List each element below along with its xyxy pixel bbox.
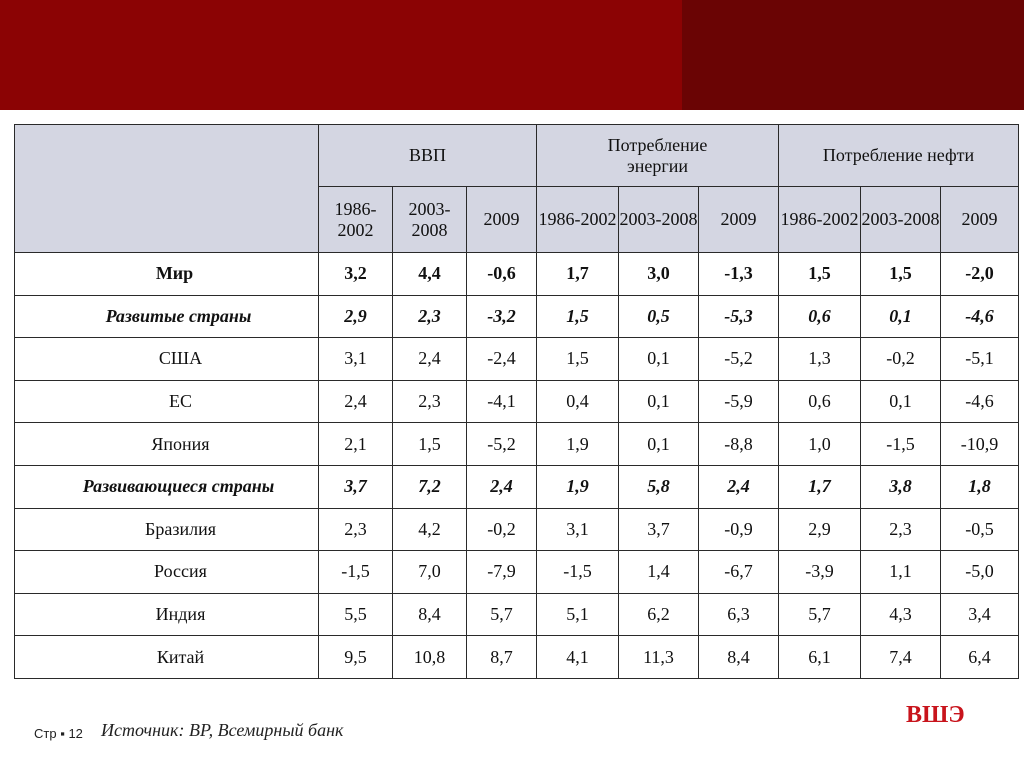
row-label: ЕС [15,380,319,423]
table-cell: 3,4 [941,593,1019,636]
table-cell: 3,7 [619,508,699,551]
table-cell: 1,7 [537,253,619,296]
table-cell: 7,0 [393,551,467,594]
page-prefix: Стр [34,726,57,741]
period-header: 2009 [699,187,779,253]
table-cell: 1,9 [537,465,619,508]
row-label: Китай [15,636,319,679]
table-body [15,253,1019,679]
table-cell: 0,1 [861,380,941,423]
table-cell: 3,2 [319,253,393,296]
table-cell: 10,8 [393,636,467,679]
table-cell: 5,1 [537,593,619,636]
table-cell: 2,4 [319,380,393,423]
table-cell: 1,8 [941,465,1019,508]
table-cell: 0,4 [537,380,619,423]
table-cell: 8,7 [467,636,537,679]
table-cell: 2,1 [319,423,393,466]
table-cell: 2,4 [393,338,467,381]
table-cell: 1,5 [537,295,619,338]
period-header: 1986-2002 [537,187,619,253]
table-cell: -3,9 [779,551,861,594]
table-cell: 3,7 [319,465,393,508]
table-cell: 1,5 [779,253,861,296]
table-cell: 11,3 [619,636,699,679]
table-cell: 1,9 [537,423,619,466]
table-cell: -1,5 [319,551,393,594]
table-cell: 6,3 [699,593,779,636]
table-header-row [15,125,1019,187]
table-cell: -5,2 [467,423,537,466]
table-cell: -5,1 [941,338,1019,381]
table-cell: -0,6 [467,253,537,296]
table-cell: 0,1 [619,423,699,466]
table-cell: 3,0 [619,253,699,296]
table-cell: -5,9 [699,380,779,423]
table-cell: -4,6 [941,295,1019,338]
table-cell: 1,5 [393,423,467,466]
table-row [15,423,1019,466]
header-gdp: ВВП [319,125,537,187]
table-cell: 4,4 [393,253,467,296]
table-cell: -1,5 [537,551,619,594]
table-cell: 4,2 [393,508,467,551]
table-cell: 3,1 [537,508,619,551]
table-cell: 2,9 [319,295,393,338]
table-cell: -3,2 [467,295,537,338]
table-cell: -2,0 [941,253,1019,296]
period-header: 1986-2002 [779,187,861,253]
table-cell: -5,0 [941,551,1019,594]
table-row [15,295,1019,338]
table-cell: -6,7 [699,551,779,594]
table-cell: -0,5 [941,508,1019,551]
page-number-value: 12 [68,726,83,741]
period-header: 2009 [467,187,537,253]
growth-table [14,124,1019,679]
header-empty-cell [15,125,319,253]
row-label: Развивающиеся страны [15,465,319,508]
table-cell: 1,3 [779,338,861,381]
table-cell: -10,9 [941,423,1019,466]
table-row [15,636,1019,679]
table-cell: -2,4 [467,338,537,381]
header-oil: Потребление нефти [779,125,1019,187]
table-cell: 1,1 [861,551,941,594]
table-cell: -5,3 [699,295,779,338]
table-cell: -5,2 [699,338,779,381]
period-header: 2009 [941,187,1019,253]
page-number [34,726,83,741]
row-label: Развитые страны [15,295,319,338]
table-cell: 6,2 [619,593,699,636]
table-cell: 6,1 [779,636,861,679]
row-label: США [15,338,319,381]
table-cell: 2,3 [861,508,941,551]
table-cell: 2,4 [467,465,537,508]
table-cell: 9,5 [319,636,393,679]
table-cell: 1,4 [619,551,699,594]
table-cell: -8,8 [699,423,779,466]
table-cell: 4,1 [537,636,619,679]
table-cell: 8,4 [393,593,467,636]
table-cell: -7,9 [467,551,537,594]
table-row [15,551,1019,594]
table-row [15,465,1019,508]
table-cell: 7,2 [393,465,467,508]
period-header: 2003-2008 [619,187,699,253]
table-cell: 4,3 [861,593,941,636]
table-cell: -4,6 [941,380,1019,423]
table-cell: -0,2 [467,508,537,551]
table-cell: 0,1 [619,380,699,423]
row-label: Япония [15,423,319,466]
hse-logo: ВШЭ [906,702,965,728]
table-row [15,338,1019,381]
period-header: 2003-2008 [861,187,941,253]
row-label: Бразилия [15,508,319,551]
table-row [15,253,1019,296]
table-cell: 5,8 [619,465,699,508]
table-cell: -1,5 [861,423,941,466]
table-cell: 2,9 [779,508,861,551]
table-cell: 5,7 [467,593,537,636]
top-banner-accent [682,0,1024,110]
table-cell: -0,9 [699,508,779,551]
table-cell: 0,5 [619,295,699,338]
table-cell: 7,4 [861,636,941,679]
source-note: Источник: BP, Всемирный банк [101,720,344,740]
period-header: 2003-2008 [393,187,467,253]
table-cell: 5,7 [779,593,861,636]
table-cell: 6,4 [941,636,1019,679]
table-cell: 0,1 [861,295,941,338]
table-cell: 3,1 [319,338,393,381]
table-cell: 1,7 [779,465,861,508]
table-cell: 2,3 [393,295,467,338]
header-energy: Потребление энергии [537,125,779,187]
table-cell: -4,1 [467,380,537,423]
table-cell: 2,3 [393,380,467,423]
table-cell: 2,3 [319,508,393,551]
table-row [15,380,1019,423]
table-cell: 0,6 [779,380,861,423]
table-row [15,508,1019,551]
table-row [15,593,1019,636]
table-cell: 1,5 [537,338,619,381]
row-label: Россия [15,551,319,594]
table-cell: -0,2 [861,338,941,381]
row-label: Индия [15,593,319,636]
table-cell: 5,5 [319,593,393,636]
table-cell: 1,0 [779,423,861,466]
table-cell: 0,6 [779,295,861,338]
table-cell: 0,1 [619,338,699,381]
page-bullet: ▪ [60,726,65,741]
row-label: Мир [15,253,319,296]
table-cell: 1,5 [861,253,941,296]
table-cell: 8,4 [699,636,779,679]
table-cell: 3,8 [861,465,941,508]
period-header: 1986-2002 [319,187,393,253]
table-cell: 2,4 [699,465,779,508]
table-cell: -1,3 [699,253,779,296]
